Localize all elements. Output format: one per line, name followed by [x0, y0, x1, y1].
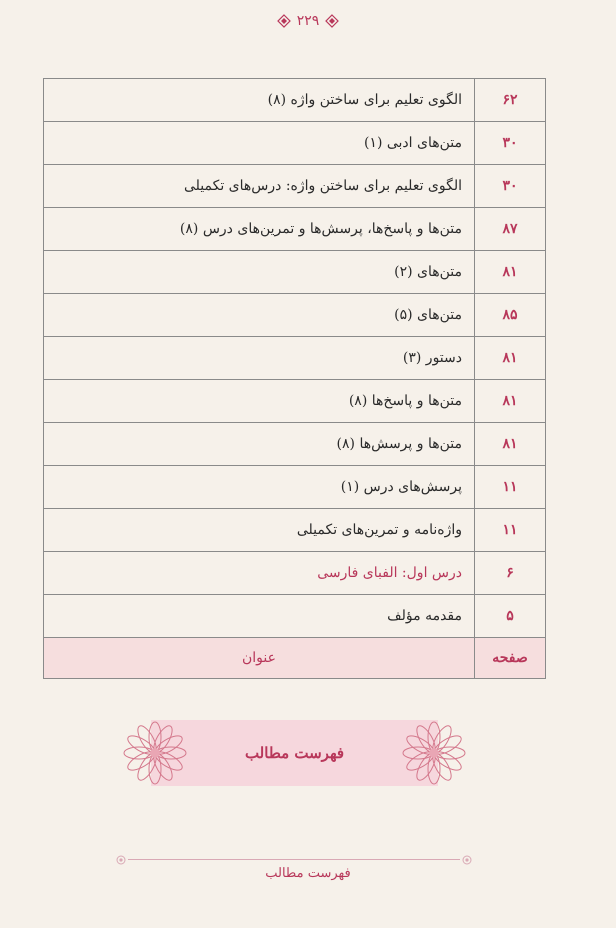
entry-title: پرسش‌های درس (۱) — [44, 466, 475, 509]
page-ref: ۶۲ — [475, 79, 546, 122]
page-ref: ۵ — [475, 595, 546, 638]
page-number: ۲۲۹ — [296, 13, 320, 29]
entry-title: متن‌ها و پاسخ‌ها (۸) — [44, 380, 475, 423]
table-row — [44, 380, 546, 423]
table-header-row — [44, 638, 546, 679]
entry-title: متن‌ها و پرسش‌ها (۸) — [44, 423, 475, 466]
table-row — [44, 509, 546, 552]
page-ref: ۸۱ — [475, 251, 546, 294]
flower-dot-icon — [116, 855, 126, 865]
page-ref: ۸۷ — [475, 208, 546, 251]
table-row — [44, 251, 546, 294]
table-row — [44, 423, 546, 466]
entry-title: متن‌های (۲) — [44, 251, 475, 294]
diamond-ornament-icon — [277, 14, 291, 28]
table-row — [44, 122, 546, 165]
column-header-title: عنوان — [44, 638, 475, 679]
entry-title: متن‌های ادبی (۱) — [44, 122, 475, 165]
section-banner — [123, 714, 466, 792]
table-row — [44, 337, 546, 380]
page-ref: ۸۱ — [475, 423, 546, 466]
table-row — [44, 208, 546, 251]
page-ref: ۳۰ — [475, 165, 546, 208]
page-ref: ۸۵ — [475, 294, 546, 337]
page-ref: ۸۱ — [475, 380, 546, 423]
contents-table — [43, 78, 546, 679]
footer-divider — [116, 855, 472, 865]
table-row — [44, 466, 546, 509]
page-ref: ۳۰ — [475, 122, 546, 165]
page-ref: ۸۱ — [475, 337, 546, 380]
table-row — [44, 552, 546, 595]
flower-dot-icon — [462, 855, 472, 865]
diamond-ornament-icon — [325, 14, 339, 28]
column-header-page: صفحه — [475, 638, 546, 679]
entry-title: متن‌های (۵) — [44, 294, 475, 337]
banner-title: فهرست مطالب — [244, 744, 345, 762]
entry-title: درس اول: الفبای فارسی — [44, 552, 475, 595]
entry-title: واژه‌نامه و تمرین‌های تکمیلی — [44, 509, 475, 552]
entry-title: الگوی تعلیم برای ساختن واژه: درس‌های تکمیلی — [44, 165, 475, 208]
entry-title: مقدمه مؤلف — [44, 595, 475, 638]
table-row — [44, 294, 546, 337]
page-ref: ۱۱ — [475, 466, 546, 509]
table-row — [44, 79, 546, 122]
running-footer: فهرست مطالب — [265, 866, 351, 881]
page-number-block — [0, 10, 616, 32]
page-ref: ۶ — [475, 552, 546, 595]
page-ref: ۱۱ — [475, 509, 546, 552]
rosette-icon — [402, 721, 466, 785]
table-row — [44, 595, 546, 638]
entry-title: الگوی تعلیم برای ساختن واژه (۸) — [44, 79, 475, 122]
entry-title: متن‌ها و پاسخ‌ها، پرسش‌ها و تمرین‌های درس (۸) — [44, 208, 475, 251]
footer-rule — [128, 859, 460, 860]
entry-title: دستور (۳) — [44, 337, 475, 380]
rosette-icon — [123, 721, 187, 785]
table-row — [44, 165, 546, 208]
